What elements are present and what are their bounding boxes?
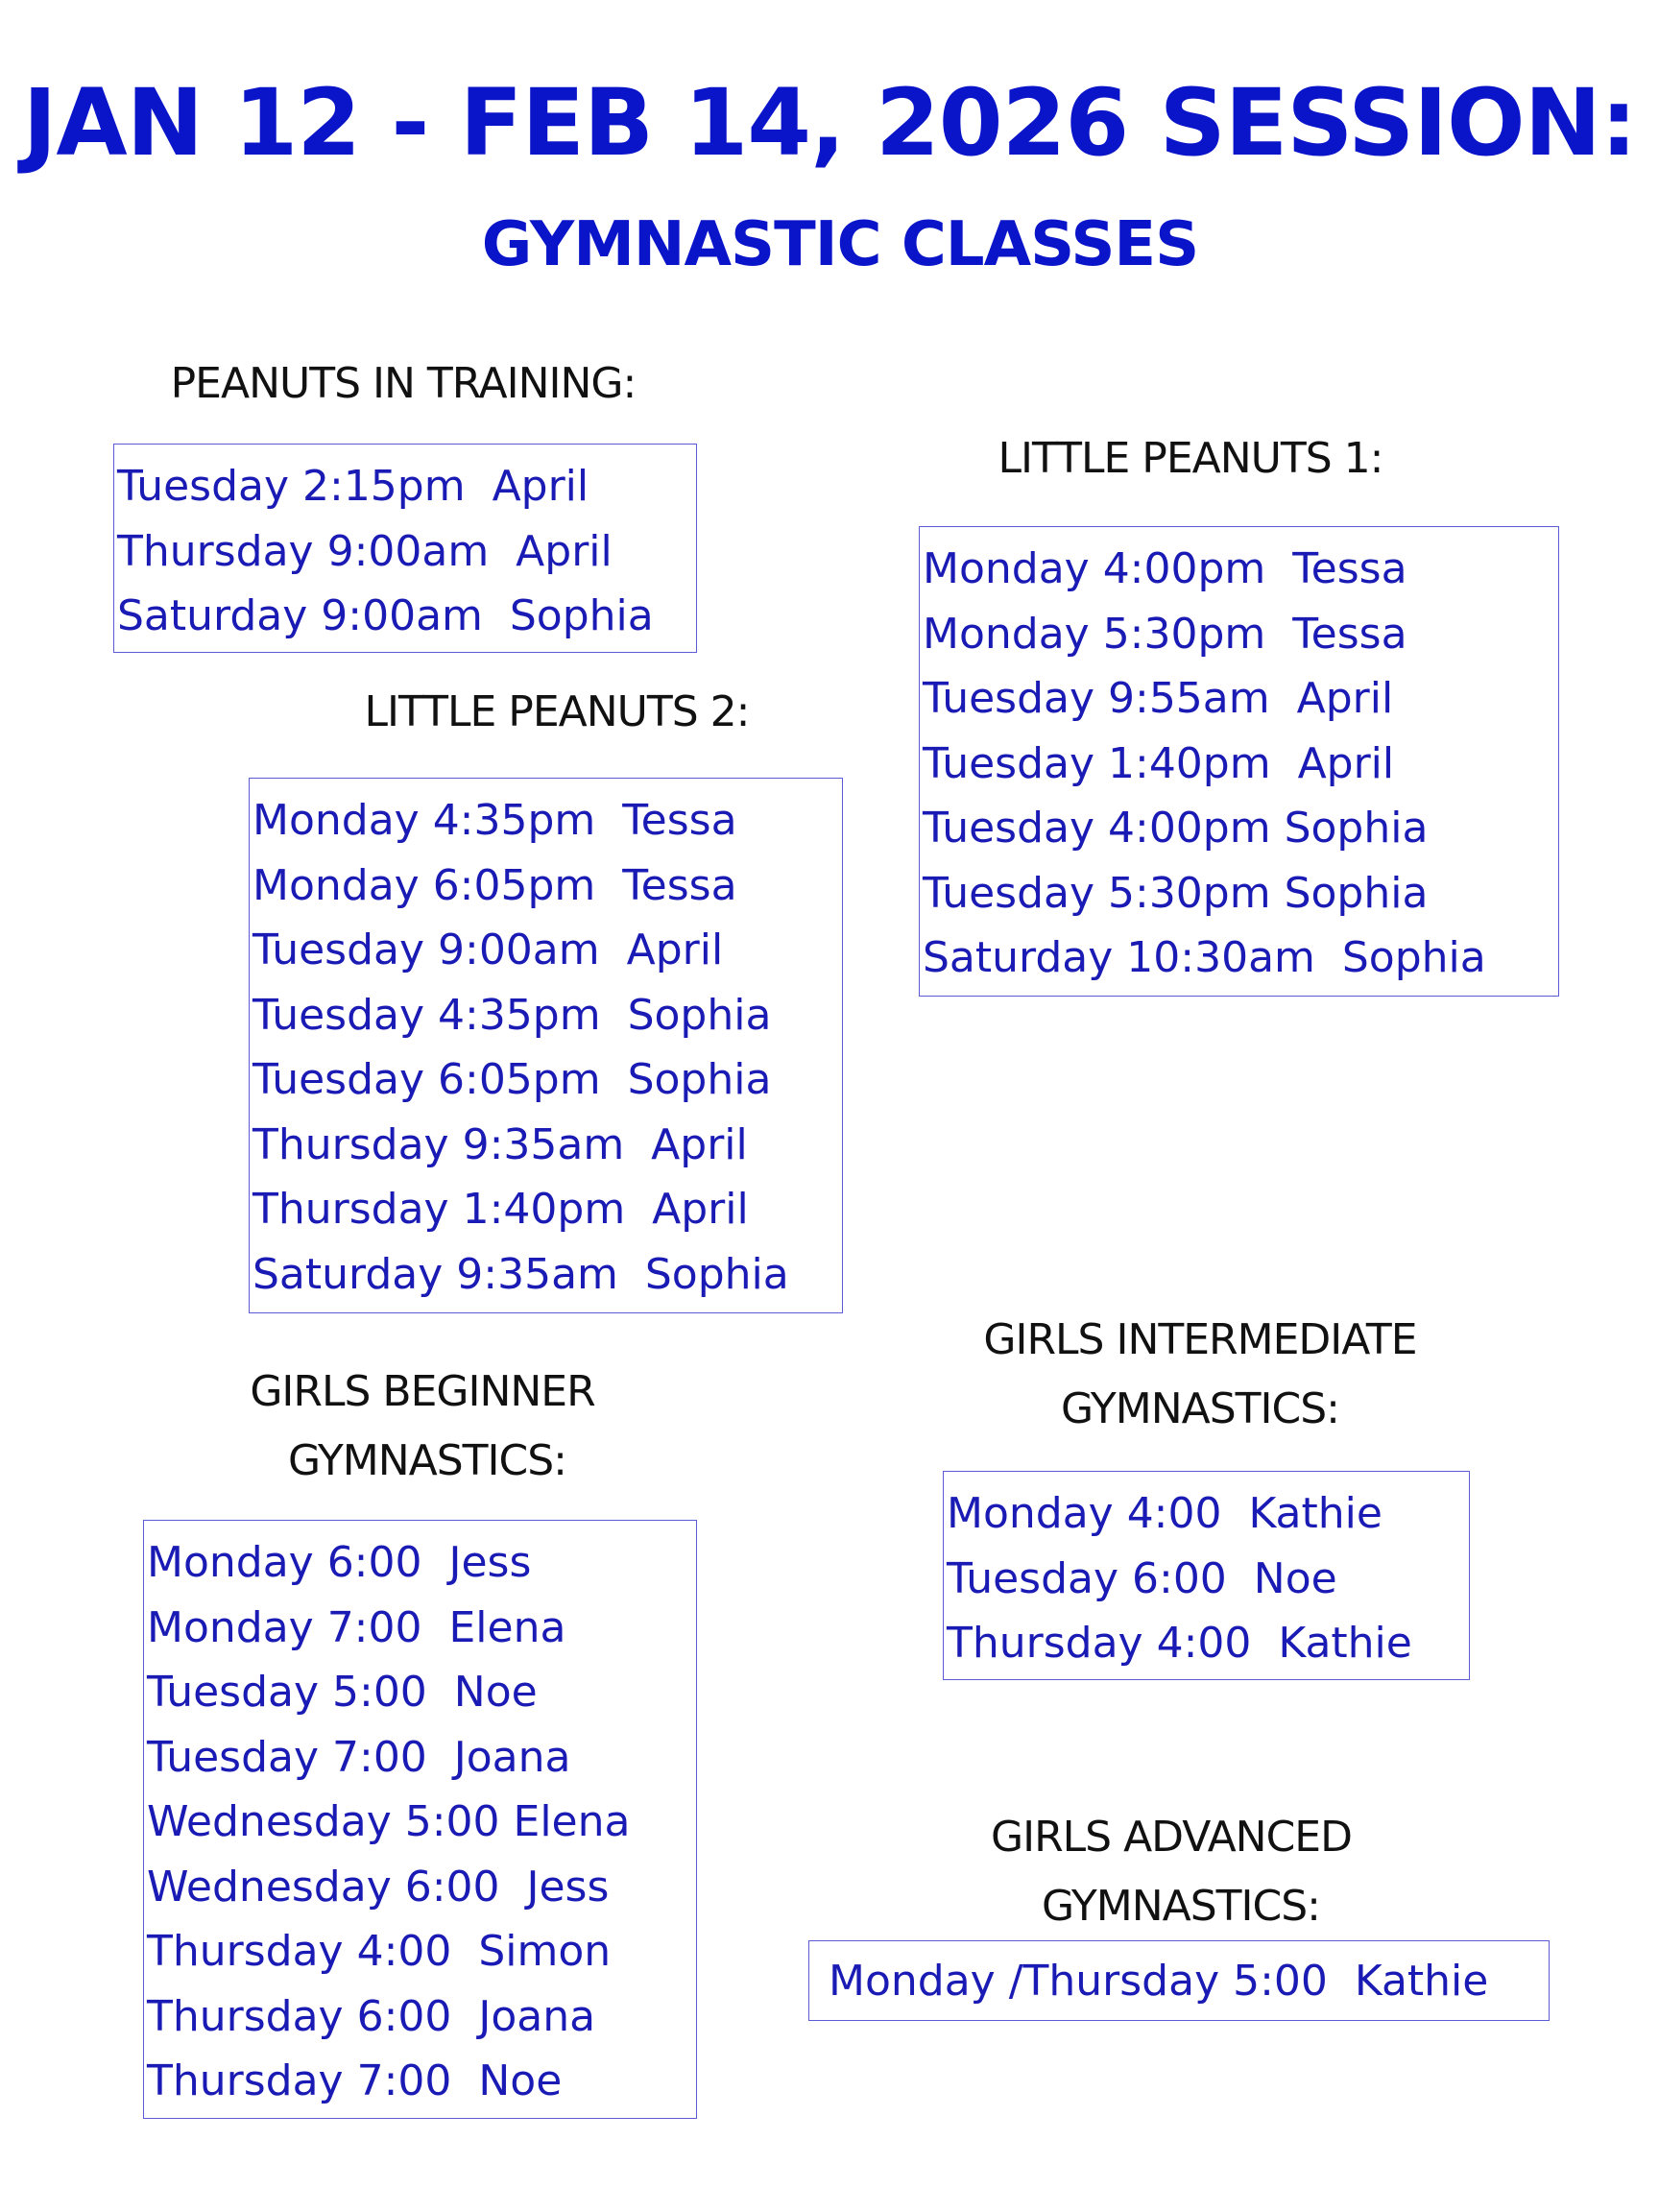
heading-line: GIRLS BEGINNER xyxy=(250,1367,595,1416)
heading-line: GYMNASTICS: xyxy=(287,1436,567,1485)
schedule-row: Monday 4:00pm Tessa xyxy=(923,544,1407,593)
heading-little-peanuts-2 xyxy=(288,678,826,747)
schedule-row: Monday 4:35pm Tessa xyxy=(252,796,737,845)
schedule-row: Thursday 6:00 Joana xyxy=(147,1991,596,2041)
schedule-row: Monday 7:00 Elena xyxy=(147,1602,566,1652)
schedule-row: Thursday 9:00am April xyxy=(117,526,613,576)
heading-line: LITTLE PEANUTS 2: xyxy=(364,687,750,736)
schedule-row: Saturday 9:35am Sophia xyxy=(252,1249,789,1299)
schedule-row: Saturday 10:30am Sophia xyxy=(923,933,1486,982)
schedule-box-girls-advanced xyxy=(808,1940,1550,2021)
schedule-row: Tuesday 1:40pm April xyxy=(923,738,1395,788)
schedule-row: Tuesday 6:00 Noe xyxy=(947,1553,1337,1603)
schedule-row: Monday 6:05pm Tessa xyxy=(252,860,737,910)
schedule-box-girls-beginner xyxy=(143,1520,697,2119)
schedule-row: Thursday 1:40pm April xyxy=(252,1185,749,1234)
session-title: JAN 12 - FEB 14, 2026 SESSION: xyxy=(22,69,1637,177)
schedule-row: Monday /Thursday 5:00 Kathie xyxy=(829,1957,1489,2006)
schedule-row: Tuesday 9:00am April xyxy=(252,926,724,974)
schedule-row: Thursday 9:35am April xyxy=(252,1119,748,1169)
schedule-row: Thursday 7:00 Noe xyxy=(147,2056,563,2105)
heading-peanuts-in-training xyxy=(106,349,701,419)
heading-girls-advanced xyxy=(893,1803,1450,1941)
schedule-row: Tuesday 5:30pm Sophia xyxy=(923,868,1429,918)
heading-little-peanuts-1 xyxy=(922,424,1459,493)
heading-girls-intermediate xyxy=(883,1306,1517,1444)
schedule-row: Saturday 9:00am Sophia xyxy=(117,591,654,640)
schedule-row: Tuesday 4:35pm Sophia xyxy=(252,990,772,1040)
schedule-box-little-peanuts-2 xyxy=(249,778,843,1313)
schedule-row: Thursday 4:00 Simon xyxy=(147,1927,612,1976)
heading-girls-beginner xyxy=(134,1358,710,1496)
schedule-row: Tuesday 5:00 Noe xyxy=(147,1668,538,1717)
schedule-row: Wednesday 5:00 Elena xyxy=(147,1797,631,1846)
schedule-row: Tuesday 4:00pm Sophia xyxy=(923,804,1429,853)
schedule-row: Thursday 4:00 Kathie xyxy=(947,1619,1412,1668)
schedule-row: Monday 6:00 Jess xyxy=(147,1538,532,1587)
schedule-row: Tuesday 2:15pm April xyxy=(117,462,589,511)
heading-line: PEANUTS IN TRAINING: xyxy=(170,359,637,408)
schedule-box-little-peanuts-1 xyxy=(919,526,1559,997)
schedule-row: Wednesday 6:00 Jess xyxy=(147,1862,610,1911)
schedule-row: Tuesday 7:00 Joana xyxy=(147,1732,571,1782)
schedule-row: Tuesday 6:05pm Sophia xyxy=(252,1055,772,1104)
heading-line: GYMNASTICS: xyxy=(1060,1384,1340,1433)
heading-line: GIRLS ADVANCED xyxy=(991,1813,1352,1862)
schedule-row: Monday 4:00 Kathie xyxy=(947,1489,1382,1538)
heading-line: GYMNASTICS: xyxy=(1041,1882,1321,1931)
schedule-row: Tuesday 9:55am April xyxy=(923,674,1394,723)
schedule-row: Monday 5:30pm Tessa xyxy=(923,609,1407,659)
schedule-box-girls-intermediate xyxy=(943,1471,1470,1680)
page-subtitle: GYMNASTIC CLASSES xyxy=(481,209,1199,280)
heading-line: GIRLS INTERMEDIATE xyxy=(983,1315,1417,1364)
schedule-box-peanuts-in-training xyxy=(113,444,697,653)
heading-line: LITTLE PEANUTS 1: xyxy=(998,434,1383,483)
